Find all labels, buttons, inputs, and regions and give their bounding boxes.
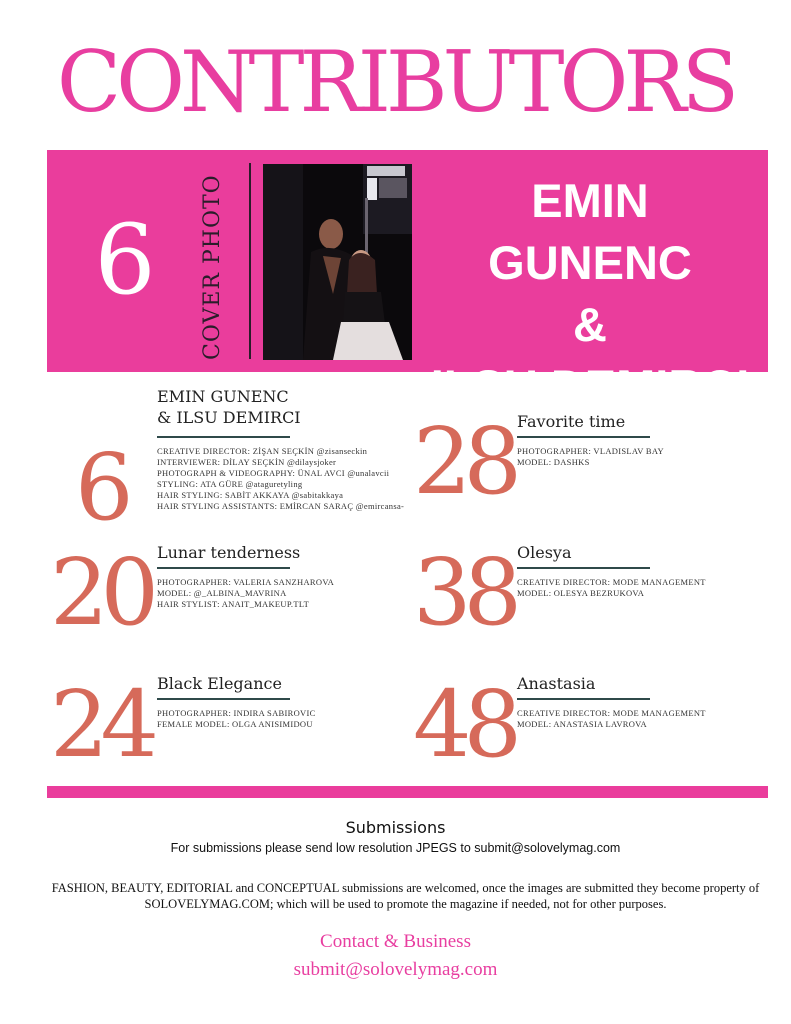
entry-page-number: 20 <box>50 539 152 646</box>
credit-line: MODEL: OLESYA BEZRUKOVA <box>517 588 645 598</box>
entry-page-number: 28 <box>413 408 515 515</box>
entry-credits <box>517 446 664 468</box>
bottom-divider-bar <box>47 786 768 798</box>
entry-credits <box>157 446 404 512</box>
submissions-terms: FASHION, BEAUTY, EDITORIAL and CONCEPTUAL submissions are welcomed, once the images are submitted they become property of SOLOVELYMAG.COM; which will be used to promote the magazine if needed, not for other purposes. <box>51 881 760 911</box>
entry-title-line: EMIN GUNENC <box>157 387 289 406</box>
contact-email-link[interactable]: submit@solovelymag.com <box>293 959 498 980</box>
credit-line: INTERVIEWER: DİLAY SEÇKİN @dilaysjoker <box>157 457 337 467</box>
entry-rule <box>157 698 290 700</box>
entry-credits <box>157 577 334 610</box>
cover-photo-illustration <box>263 164 412 360</box>
entry-rule <box>517 698 650 700</box>
entry-page-number: 24 <box>50 671 152 778</box>
entry-rule <box>157 436 290 438</box>
credit-line: CREATIVE DIRECTOR: ZİŞAN SEÇKİN @zisanseckin <box>157 446 368 456</box>
credit-line: PHOTOGRAPHER: VLADISLAV BAY <box>517 446 664 456</box>
cover-name-ampersand: & <box>573 298 607 351</box>
cover-photo-label: COVER PHOTO <box>200 174 225 360</box>
cover-name-second: ILSU DEMIRCI <box>430 360 750 413</box>
entry-title[interactable]: Lunar tenderness <box>157 543 301 562</box>
credit-line: FEMALE MODEL: OLGA ANISIMIDOU <box>157 719 313 729</box>
credit-line: MODEL: DASHKS <box>517 457 590 467</box>
submissions-instructions: For submissions please send low resolution JPEGS to submit@solovelymag.com <box>170 841 621 855</box>
cover-names <box>425 170 755 418</box>
entry-page-number: 38 <box>413 539 515 646</box>
entry-credits <box>157 708 316 730</box>
entry-title-line: & ILSU DEMIRCI <box>157 408 301 427</box>
credit-line: PHOTOGRAPHER: VALERIA SANZHAROVA <box>157 577 335 587</box>
credit-line: PHOTOGRAPH & VIDEOGRAPHY: ÜNAL AVCI @unalavcii <box>157 468 390 478</box>
credit-line: STYLING: ATA GÜRE @ataguretyling <box>157 479 303 489</box>
credit-line: HAIR STYLING ASSISTANTS: EMİRCAN SARAÇ @emircansa- <box>157 501 405 511</box>
entry-title[interactable]: Favorite time <box>517 412 626 431</box>
entry-title[interactable]: Black Elegance <box>157 674 282 693</box>
cover-page-number: 6 <box>94 204 156 316</box>
cover-name-first: EMIN GUNENC <box>488 174 692 289</box>
submissions-heading: Submissions <box>345 818 446 837</box>
page-title: CONTRIBUTORS <box>56 33 735 131</box>
credit-line: CREATIVE DIRECTOR: MODE MANAGEMENT <box>517 577 706 587</box>
entry-credits <box>517 708 706 730</box>
entry-rule <box>517 436 650 438</box>
entry-rule <box>157 567 290 569</box>
contact-heading: Contact & Business <box>320 931 471 952</box>
credit-line: HAIR STYLIST: ANAIT_MAKEUP.TLT <box>157 599 310 609</box>
credit-line: MODEL: @_ALBINA_MAVRINA <box>157 588 287 598</box>
credit-line: CREATIVE DIRECTOR: MODE MANAGEMENT <box>517 708 706 718</box>
entry-title[interactable] <box>157 386 301 428</box>
credit-line: HAIR STYLING: SABİT AKKAYA @sabitakkaya <box>157 490 344 500</box>
entry-title[interactable]: Olesya <box>517 543 572 562</box>
cover-photo[interactable] <box>263 164 412 360</box>
entry-page-number: 6 <box>75 434 126 541</box>
credit-line: MODEL: ANASTASIA LAVROVA <box>517 719 647 729</box>
entry-credits <box>517 577 706 599</box>
cover-divider <box>249 163 251 359</box>
entry-page-number: 48 <box>413 671 515 778</box>
entry-title[interactable]: Anastasia <box>517 674 596 693</box>
credit-line: PHOTOGRAPHER: INDIRA SABIROVIC <box>157 708 316 718</box>
entry-rule <box>517 567 650 569</box>
